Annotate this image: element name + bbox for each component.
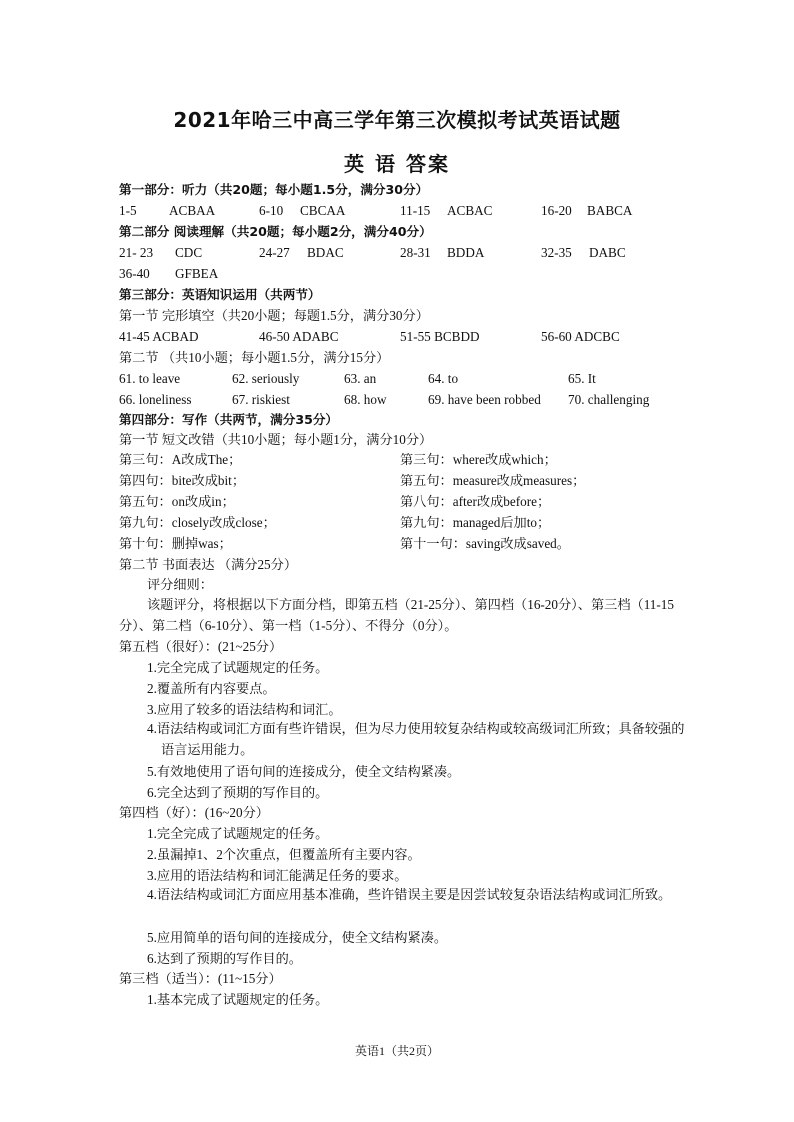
answer-range: 21- 23 [119,245,154,260]
answer-item: 70. challenging [568,392,650,407]
correction-item: 第五句：on改成in； [119,494,235,509]
correction-item: 第三句：A改成The； [119,452,242,467]
part4-heading: 第四部分：写作（共两节，满分35分） [119,412,339,427]
answer-range: 16-20 [541,203,572,218]
correction-item: 第九句：closely改成close； [119,515,276,530]
answer-item: 65. It [568,371,596,386]
part1-heading: 第一部分：听力（共20题；每小题1.5分，满分30分） [119,182,429,197]
answer-value: GFBEA [175,266,219,281]
grade-item: 3.应用的语法结构和词汇能满足任务的要求。 [147,868,408,883]
answer-range: 1-5 [119,203,137,218]
answer-range: 11-15 [400,203,431,218]
grade-item: 4.语法结构或词汇方面应用基本准确，些许错误主要是因尝试较复杂语法结构或词汇所致。 [147,887,672,902]
grade-item: 2.覆盖所有内容要点。 [147,681,276,696]
correction-item: 第十一句：saving改成saved。 [400,536,570,551]
answer-value: CBCAA [300,203,346,218]
grade-item: 3.应用了较多的语法结构和词汇。 [147,702,342,717]
answer-item: 62. seriously [232,371,300,386]
answer-item: 66. loneliness [119,392,192,407]
grade-item: 6.完全达到了预期的写作目的。 [147,785,329,800]
part3-heading: 第三部分：英语知识运用（共两节） [119,287,321,302]
rules-intro: 该题评分，将根据以下方面分档，即第五档（21-25分）、第四档（16-20分）、第三档（11-15分）、第二档（6-10分）、第一档（1-5分）、不得分（0分）。 [119,597,674,633]
rules-label: 评分细则： [147,577,213,592]
answer-value: ACBAA [169,203,216,218]
correction-item: 第九句：managed后加to； [400,515,551,530]
grade-item: 4.语法结构或词汇方面有些许错误，但为尽力使用较复杂结构或较高级词汇所致；具备较强的语言运用能力。 [147,721,685,757]
answer-item: 64. to [428,371,459,386]
page-title: 2021年哈三中高三学年第三次模拟考试英语试题 [173,108,621,132]
answer-value: ACBAC [447,203,493,218]
part3-sec2-heading: 第二节 （共10小题；每小题1.5分，满分15分） [119,350,390,365]
grade-item: 1.基本完成了试题规定的任务。 [147,992,329,1007]
answer-item: 69. have been robbed [428,392,541,407]
grade-item: 5.有效地使用了语句间的连接成分，使全文结构紧凑。 [147,764,461,779]
grade-item: 2.虽漏掉1、2个次重点，但覆盖所有主要内容。 [147,847,421,862]
grade5-heading: 第五档（很好）：(21~25分） [119,639,283,654]
answer-range: 32-35 [541,245,572,260]
answer-value: CDC [175,245,203,260]
answer-range: 28-31 [400,245,431,260]
answer-value: DABC [589,245,626,260]
part2-heading: 第二部分 阅读理解（共20题；每小题2分，满分40分） [119,224,432,239]
grade-item: 1.完全完成了试题规定的任务。 [147,660,329,675]
answer-item: 61. to leave [119,371,181,386]
answer-item: 63. an [344,371,377,386]
answer-range: 24-27 [259,245,290,260]
grade3-heading: 第三档（适当）：(11~15分） [119,971,282,986]
answer-group: 56-60 ADCBC [541,329,620,344]
grade4-heading: 第四档（好）：(16~20分） [119,805,269,820]
part4-sec2-heading: 第二节 书面表达 （满分25分） [119,557,298,572]
answer-range: 36-40 [119,266,150,281]
answer-value: BABCA [587,203,633,218]
answer-range: 6-10 [259,203,284,218]
answer-group: 41-45 ACBAD [119,329,199,344]
correction-item: 第四句：bite改成bit； [119,473,246,488]
answer-group: 46-50 ADABC [259,329,339,344]
grade-item: 6.达到了预期的写作目的。 [147,951,302,966]
correction-item: 第八句：after改成before； [400,494,551,509]
grade-item: 5.应用简单的语句间的连接成分，使全文结构紧凑。 [147,930,448,945]
answer-item: 68. how [344,392,387,407]
part3-sec1-heading: 第一节 完形填空（共20小题；每题1.5分，满分30分） [119,308,429,323]
answer-item: 67. riskiest [232,392,290,407]
grade-item: 1.完全完成了试题规定的任务。 [147,826,329,841]
part4-sec1-heading: 第一节 短文改错（共10小题；每小题1分，满分10分） [119,432,433,447]
correction-item: 第三句：where改成which； [400,452,557,467]
page-subtitle: 英 语 答案 [344,152,450,176]
answer-group: 51-55 BCBDD [400,329,480,344]
page-footer: 英语1（共2页） [354,1044,439,1058]
correction-item: 第十句：删掉was； [119,536,232,551]
answer-value: BDDA [447,245,485,260]
correction-item: 第五句：measure改成measures； [400,473,586,488]
answer-value: BDAC [307,245,344,260]
